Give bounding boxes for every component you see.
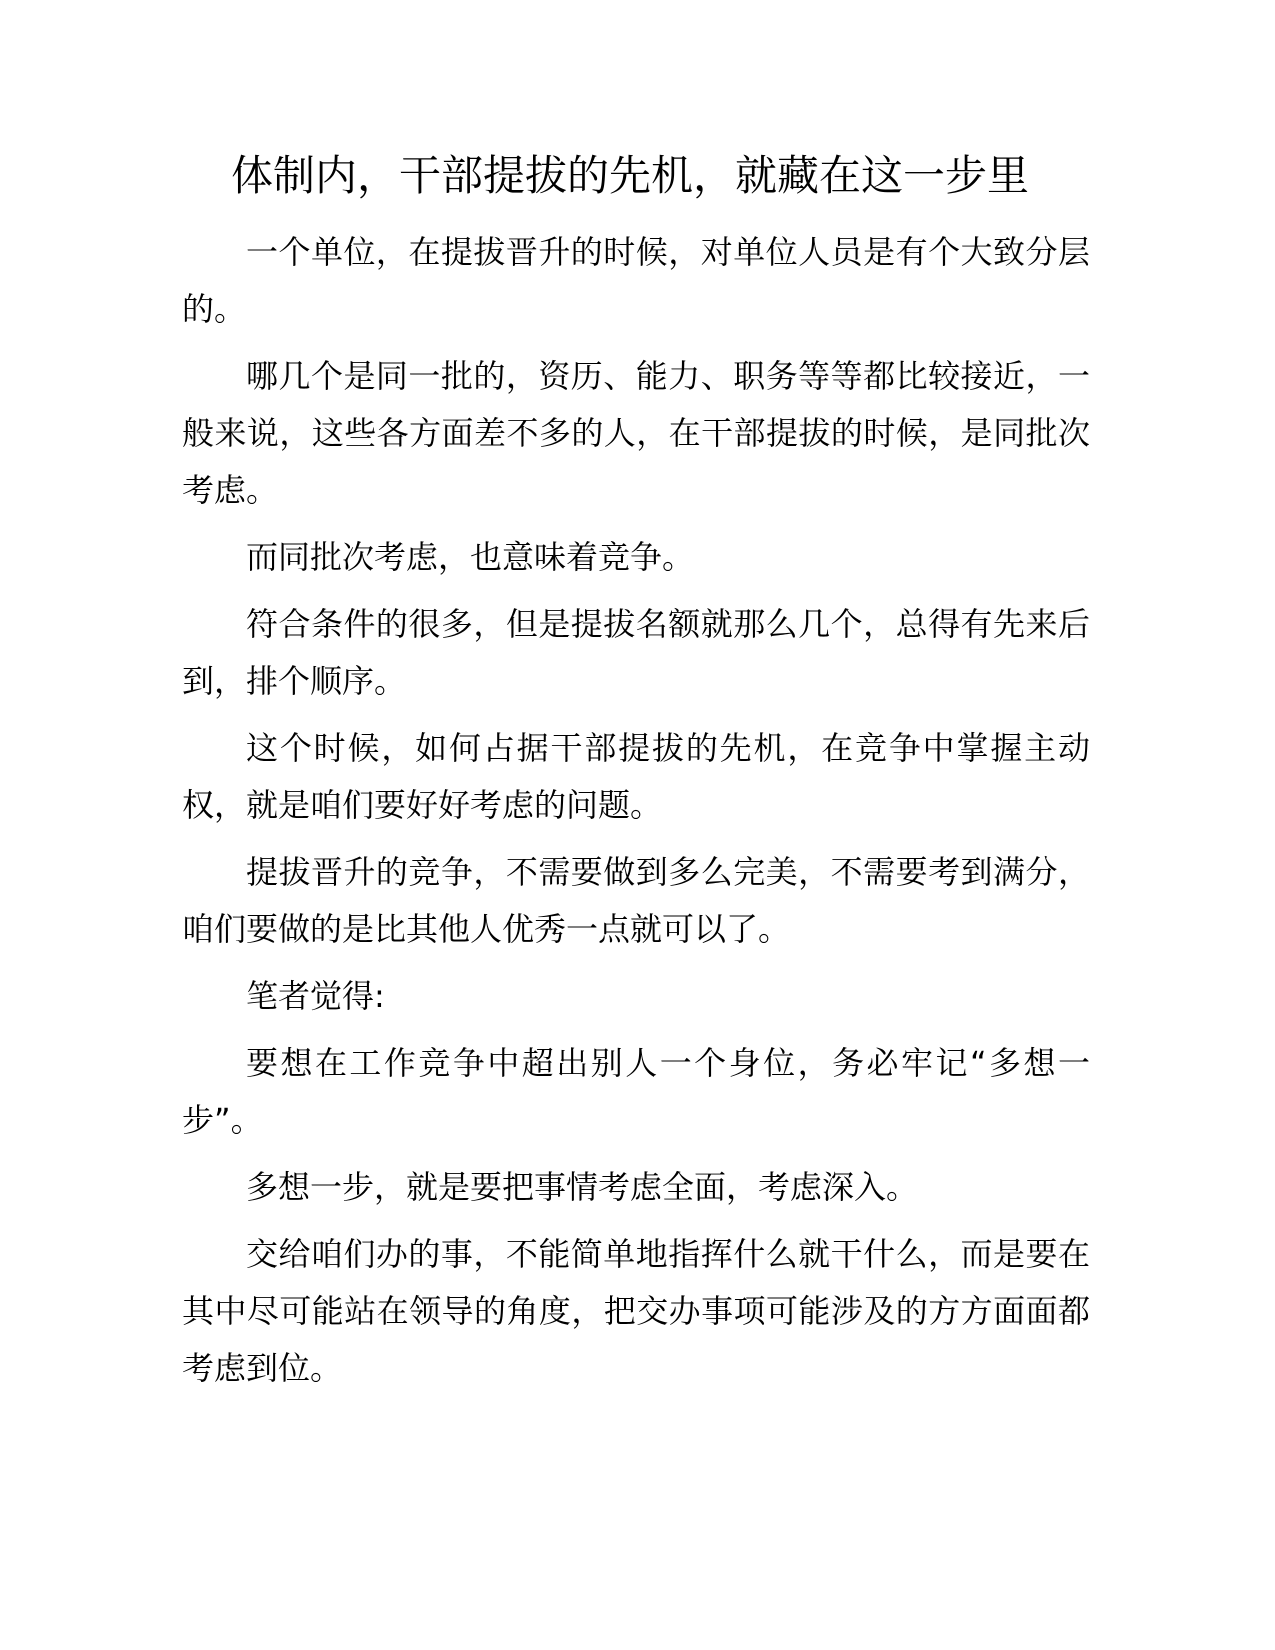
paragraph-8: 要想在工作竞争中超出别人一个身位，务必牢记“多想一步”。 [182, 1044, 1090, 1139]
document-body [182, 224, 1090, 1407]
paragraph-5: 这个时候，如何占据干部提拔的先机，在竞争中掌握主动权，就是咱们要好好考虑的问题。 [182, 729, 1090, 824]
paragraph-7: 笔者觉得: [246, 977, 385, 1015]
paragraph-9: 多想一步，就是要把事情考虑全面，考虑深入。 [246, 1168, 919, 1206]
paragraph-6: 提拔晋升的竞争，不需要做到多么完美，不需要考到满分，咱们要做的是比其他人优秀一点就可以了。 [182, 853, 1090, 948]
paragraph-2: 哪几个是同一批的，资历、能力、职务等等都比较接近，一般来说，这些各方面差不多的人，在干部提拔的时候，是同批次考虑。 [182, 357, 1090, 509]
paragraph-10: 交给咱们办的事，不能简单地指挥什么就干什么，而是要在其中尽可能站在领导的角度，把交办事项可能涉及的方方面面都考虑到位。 [182, 1235, 1090, 1387]
paragraph-1: 一个单位，在提拔晋升的时候，对单位人员是有个大致分层的。 [182, 233, 1090, 328]
document-title: 体制内，干部提拔的先机，就藏在这一步里 [230, 151, 1029, 200]
paragraph-3: 而同批次考虑，也意味着竞争。 [246, 538, 695, 576]
paragraph-4: 符合条件的很多，但是提拔名额就那么几个，总得有先来后到，排个顺序。 [182, 605, 1090, 700]
